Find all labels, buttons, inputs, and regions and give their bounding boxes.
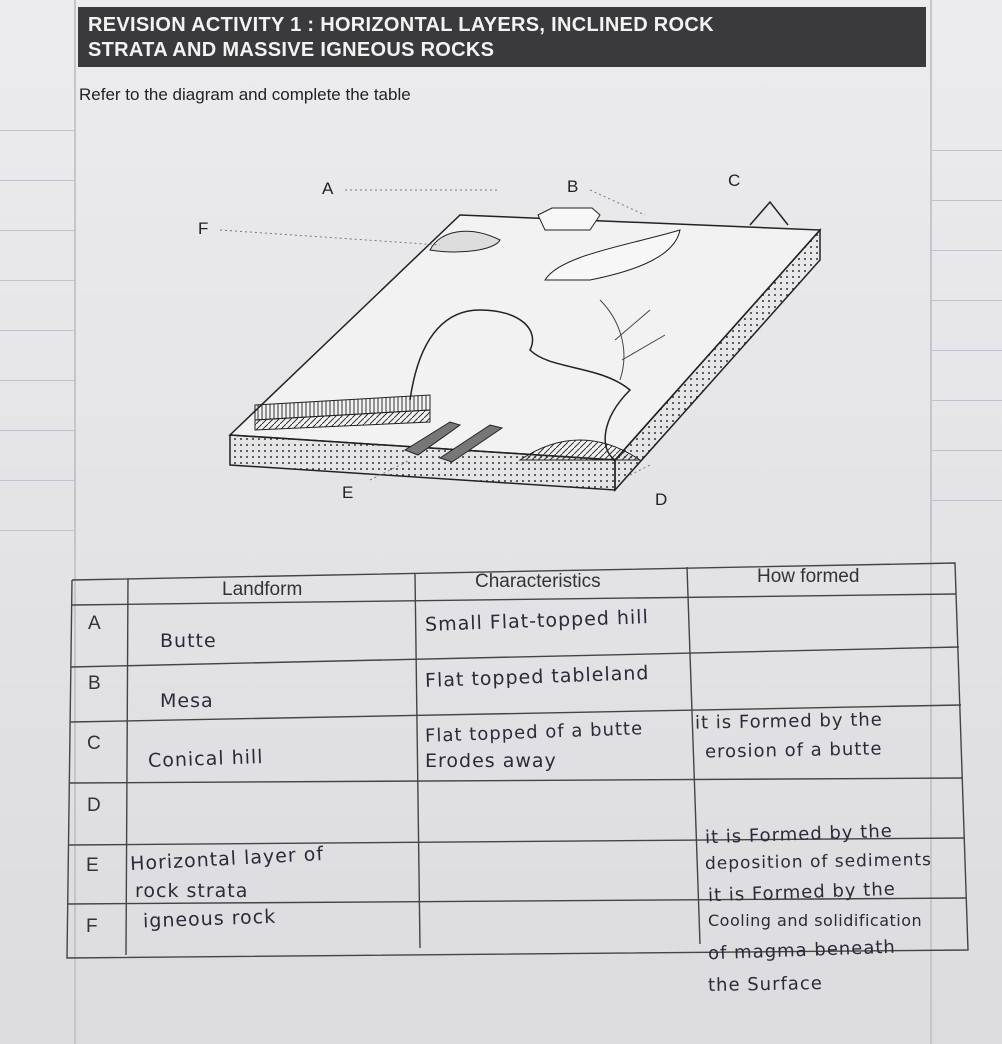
answer-characteristics-c-line2: Erodes away <box>425 750 557 772</box>
answer-how-formed-c-line1: it is Formed by the <box>694 709 883 734</box>
answer-characteristics-c-line1: Flat topped of a butte <box>424 718 644 747</box>
title-line-2: STRATA AND MASSIVE IGNEOUS ROCKS <box>88 39 495 61</box>
answer-landform-f: igneous rock <box>142 905 277 933</box>
header-landform: Landform <box>222 579 303 600</box>
answer-how-formed-e-line2: deposition of sediments <box>704 850 933 874</box>
answer-landform-b: Mesa <box>160 690 214 712</box>
diagram-label-c: C <box>728 171 741 190</box>
col-divider-characteristics <box>415 574 420 948</box>
row-label-c: C <box>87 733 101 754</box>
row-label-b: B <box>88 673 101 694</box>
answer-landform-e-line1: Horizontal layer of <box>129 842 325 876</box>
answer-how-formed-f-line1: it is Formed by the <box>707 878 897 907</box>
title-line-1: REVISION ACTIVITY 1 : HORIZONTAL LAYERS, INCLINED ROCK <box>88 14 714 36</box>
answer-how-formed-f-line3: of magma beneath <box>707 936 897 965</box>
answer-characteristics-a: Small Flat-topped hill <box>424 606 650 636</box>
diagram-label-e: E <box>342 483 354 502</box>
diagram-label-b: B <box>567 177 579 196</box>
header-divider <box>72 594 956 605</box>
diagram-label-d: D <box>655 490 668 509</box>
col-divider-howformed <box>687 567 700 944</box>
answer-how-formed-f-line2: Cooling and solidification <box>708 911 923 930</box>
answer-how-formed-e-line1: it is Formed by the <box>704 820 894 849</box>
col-divider-label <box>126 578 128 955</box>
answer-characteristics-b: Flat topped tableland <box>424 662 650 692</box>
header-characteristics: Characteristics <box>475 571 601 592</box>
diagram-label-f: F <box>198 219 209 238</box>
answer-landform-c: Conical hill <box>147 745 264 773</box>
answer-landform-a: Butte <box>160 630 217 652</box>
diagram-label-a: A <box>322 179 334 198</box>
row-divider-cd <box>70 778 963 783</box>
answer-how-formed-f-line4: the Surface <box>707 972 824 997</box>
header-how-formed: How formed <box>757 566 860 587</box>
answer-landform-e-line2: rock strata <box>135 880 249 902</box>
row-label-d: D <box>87 795 101 816</box>
row-label-f: F <box>86 916 98 937</box>
row-label-e: E <box>86 855 99 876</box>
row-label-a: A <box>88 613 101 634</box>
answer-how-formed-c-line2: erosion of a butte <box>704 738 883 763</box>
instruction-text: Refer to the diagram and complete the table <box>79 85 411 104</box>
